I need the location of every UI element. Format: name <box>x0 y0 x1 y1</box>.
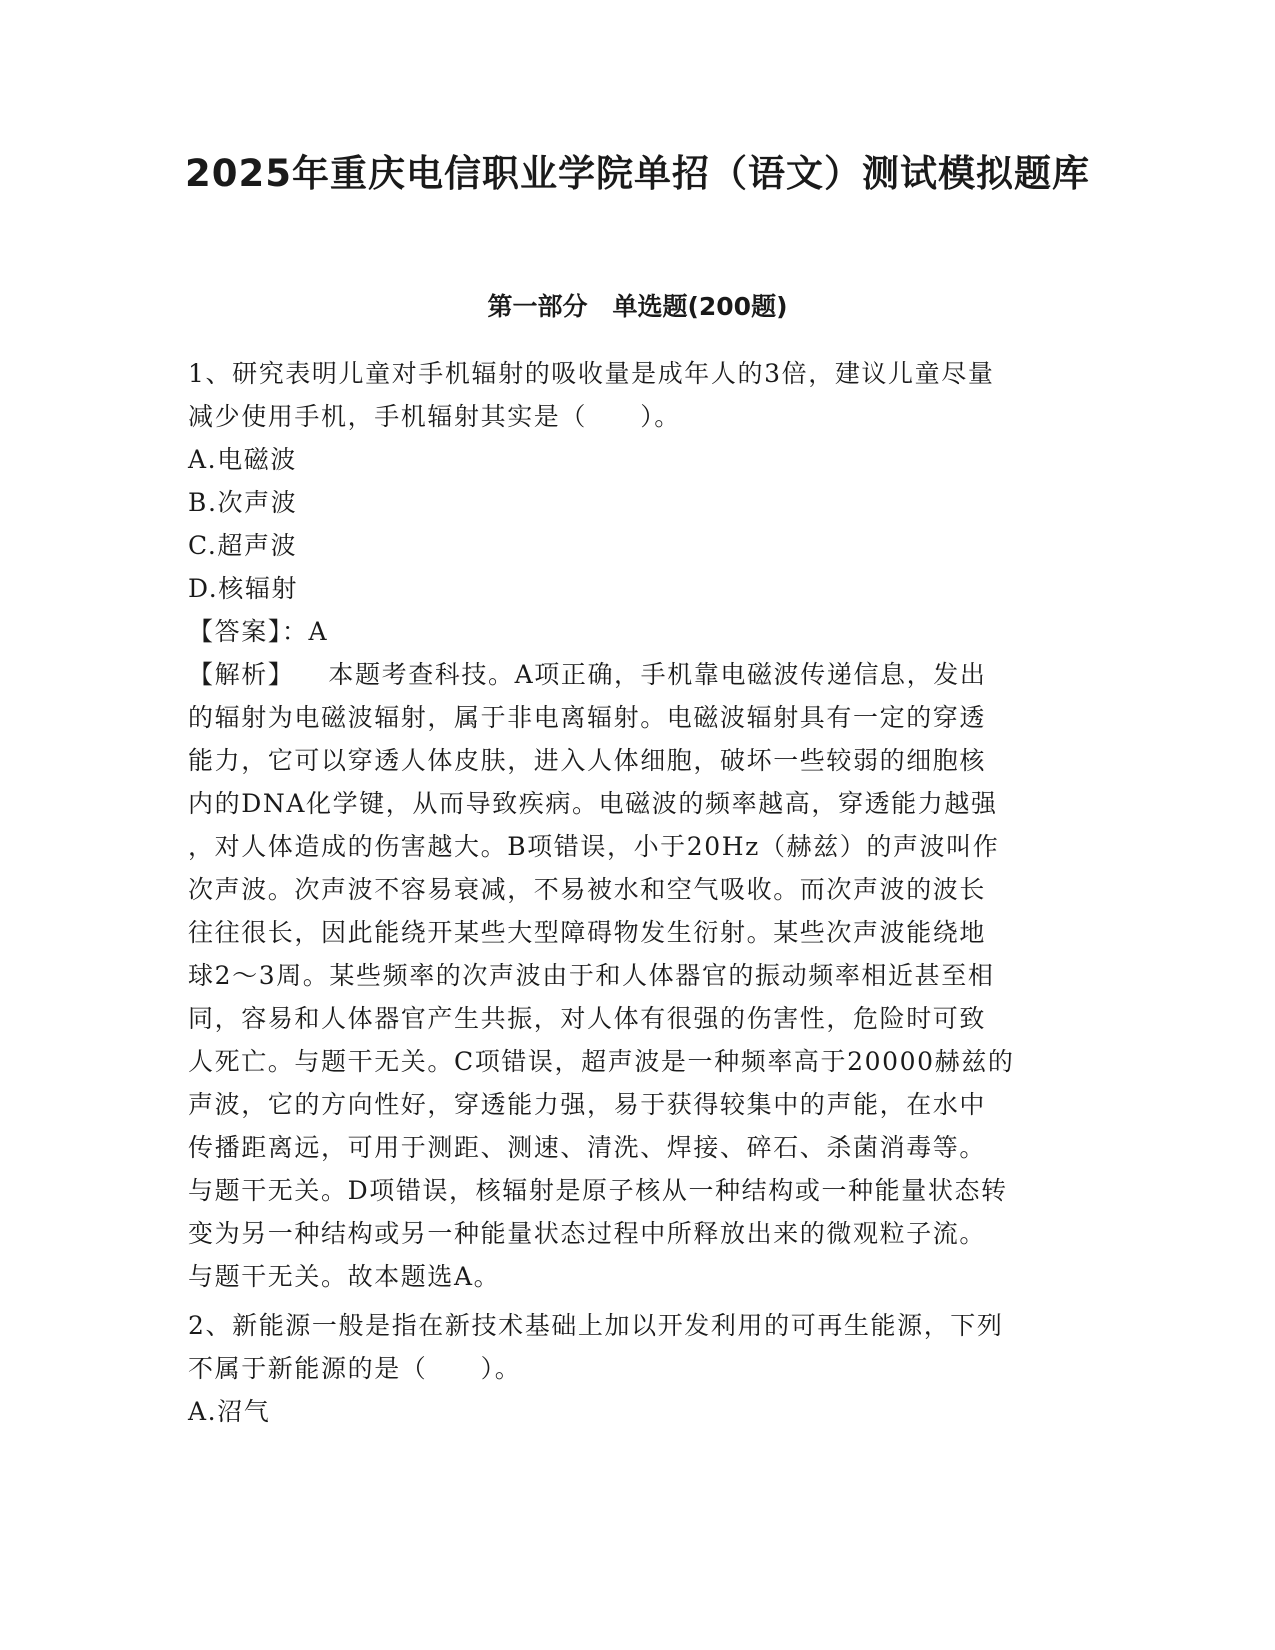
question-stem-line: 不属于新能源的是（ ）。 <box>188 1354 522 1383</box>
analysis-line: 变为另一种结构或另一种能量状态过程中所释放出来的微观粒子流。 <box>188 1219 987 1248</box>
analysis-line: ，对人体造成的伤害越大。B项错误，小于20Hz（赫兹）的声波叫作 <box>188 832 1000 861</box>
answer-line <box>188 610 1083 653</box>
section-title: 第一部分 单选题(200题) <box>487 292 788 321</box>
question-stem-line: 2、新能源一般是指在新技术基础上加以开发利用的可再生能源，下列 <box>188 1311 1004 1340</box>
analysis-line: 人死亡。与题干无关。C项错误，超声波是一种频率高于20000赫兹的 <box>188 1047 1015 1076</box>
analysis-line: 同，容易和人体器官产生共振，对人体有很强的伤害性，危险时可致 <box>188 1004 987 1033</box>
question-list <box>188 352 1083 1433</box>
analysis-line: 与题干无关。D项错误，核辐射是原子核从一种结构或一种能量状态转 <box>188 1176 1008 1205</box>
analysis-line: 传播距离远，可用于测距、测速、清洗、焊接、碎石、杀菌消毒等。 <box>188 1133 987 1162</box>
answer-label: 【答案】： <box>188 617 309 646</box>
analysis-line: 往往很长，因此能绕开某些大型障碍物发生衍射。某些次声波能绕地 <box>188 918 987 947</box>
document-title: 2025年重庆电信职业学院单招（语文）测试模拟题库 <box>185 152 1090 195</box>
analysis-line: 与题干无关。故本题选A。 <box>188 1262 501 1291</box>
analysis-line: 声波，它的方向性好，穿透能力强，易于获得较集中的声能，在水中 <box>188 1090 987 1119</box>
question-stem-line: 减少使用手机，手机辐射其实是（ ）。 <box>188 402 681 431</box>
analysis-line: 【解析】 本题考查科技。A项正确，手机靠电磁波传递信息，发出 <box>188 660 987 689</box>
analysis-line: 内的DNA化学键，从而导致疾病。电磁波的频率越高，穿透能力越强 <box>188 789 998 818</box>
question-stem-line: 1、研究表明儿童对手机辐射的吸收量是成年人的3倍，建议儿童尽量 <box>188 359 995 388</box>
question-1 <box>188 352 1083 1298</box>
analysis-line: 的辐射为电磁波辐射，属于非电离辐射。电磁波辐射具有一定的穿透 <box>188 703 987 732</box>
analysis-line: 次声波。次声波不容易衰减，不易被水和空气吸收。而次声波的波长 <box>188 875 987 904</box>
analysis-label: 【解析】 <box>188 660 295 689</box>
analysis-line: 能力，它可以穿透人体皮肤，进入人体细胞，破坏一些较弱的细胞核 <box>188 746 987 775</box>
option-b: B.次声波 <box>188 488 298 517</box>
option-a: A.电磁波 <box>188 445 298 474</box>
option-c: C.超声波 <box>188 531 298 560</box>
analysis-line: 球2～3周。某些频率的次声波由于和人体器官的振动频率相近甚至相 <box>188 961 995 990</box>
option-d: D.核辐射 <box>188 574 299 603</box>
analysis <box>188 653 1083 1298</box>
option-a: A.沼气 <box>188 1397 271 1426</box>
question-2 <box>188 1304 1083 1433</box>
answer-value: A <box>308 617 329 646</box>
